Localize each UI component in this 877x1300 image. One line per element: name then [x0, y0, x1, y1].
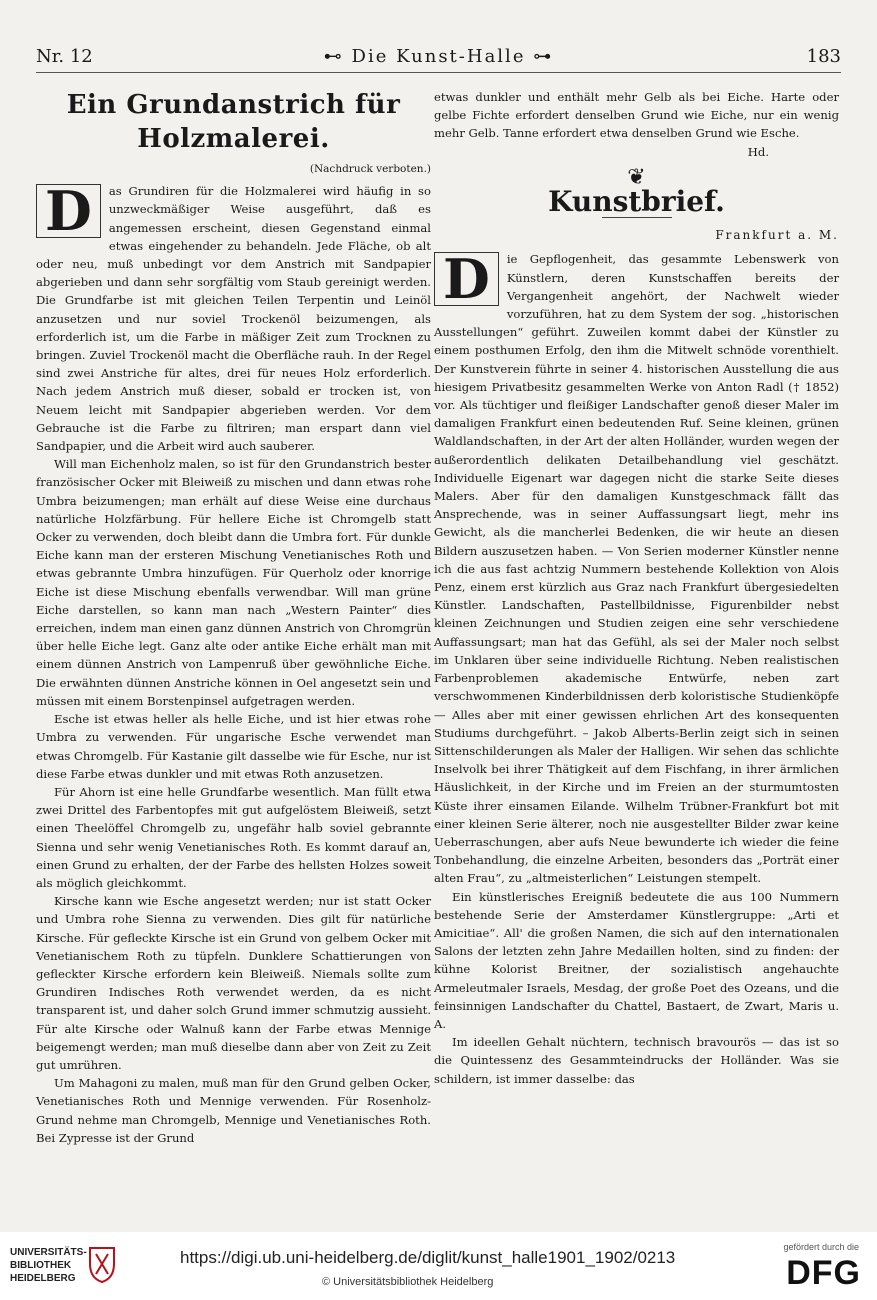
- dateline: Frankfurt a. M.: [715, 228, 839, 243]
- paragraph: D as Grundiren für die Holzmalerei wird häufig in so unzweckmäßiger Weise ausgeführt, daß es angemessen erscheint, diesen Gegenstand einmal etwas eingehender zu behandeln. Jede Fläche, ob alt oder neu, muß unbedingt vor dem Anstrich mit Sandpapier abgerieben und dann sehr sorgfältig vom Staub gereinigt werden. Die Grundfarbe ist mit gleichen Teilen Terpentin und Leinöl anzusetzen und nur soviel Trockenöl beizumengen, als erforderlich ist, um die Farbe in mäßiger Zeit zum Trocknen zu bringen. Zuviel Trockenöl macht die Oberfläche rauh. In der Regel sind zwei Anstriche für altes, drei für neues Holz erforderlich. Nach jedem Anstrich muß dieser, sobald er trocken ist, von Neuem leicht mit Sandpapier abgerieben werden. Vor dem Gebrauche ist die Farbe zu filtriren; man erspart dann viel Sandpapier, und die Arbeit wird auch sauberer.: [36, 179, 431, 454]
- paragraph: Will man Eichenholz malen, so ist für den Grundanstrich bester französischer Ocker mit Bleiweiß zu mischen und dann etwas rohe Umbra beizumengen; man erhält auf diese Weise eine durchaus natürliche Holzfärbung. Für hellere Eiche ist Chromgelb statt Ocker zu verwenden, doch bleibt dann die Umbra fort. Für dunkle Eiche kann man der ersteren Mischung Venetianisches Roth und etwas gebrannte Umbra hinzufügen. Für Querholz oder knorrige Eiche ist diese Mischung ebenfalls verwendbar. Will man grüne Eiche darstellen, so kann man nach „Western Painter“ dies erreichen, indem man einen ganz dünnen Anstrich von Chromgrün über helle Eiche legt. Ganz alte oder antike Eiche erhält man mit einem dünnen Anstrich von Lampenruß über gewöhnliche Eiche. Die erwähnten dünnen Anstriche können in Oel angesetzt sein und müssen mit einem Borstenpinsel aufgetragen werden.: [36, 457, 431, 708]
- dfg-logo[interactable]: DFG: [786, 1254, 861, 1292]
- journal-title: ⊷ Die Kunst-Halle ⊶: [323, 46, 554, 67]
- funding-note: gefördert durch die: [783, 1242, 859, 1252]
- paragraph: Kirsche kann wie Esche angesetzt werden; nur ist statt Ocker und Umbra rohe Sienna zu verwenden. Dies gilt für natürliche Kirsche. Für gefleckte Kirsche ist ein Grund von gelbem Ocker mit Venetianischem Roth zu tüpfeln. Dunklere Schattierungen von gefleckter Kirsche erfordern kein Bleiweiß. Niemals sollte zum Grundiren Indisches Roth verwendet werden, da es nicht transparent ist, und daher solch Grund immer schmutzig aussieht. Für alte Kirsche oder Walnuß kann der Farbe etwas Mennige beigemengt werden; man muß dieselbe dann aber von Zeit zu Zeit gut umrühren.: [36, 894, 431, 1072]
- fleuron-icon: ❦: [627, 164, 646, 190]
- issue-number: Nr. 12: [36, 46, 93, 67]
- library-logo[interactable]: [10, 1246, 88, 1285]
- library-name: UNIVERSITÄTS- BIBLIOTHEK HEIDELBERG: [10, 1247, 87, 1284]
- running-header: [36, 42, 841, 70]
- drop-cap: D: [434, 252, 499, 306]
- right-column: [434, 88, 839, 1088]
- paragraph-continuation: etwas dunkler und enthält mehr Gelb als bei Eiche. Harte oder gelbe Fichte erfordert denselben Grund wie Eiche, nur ein wenig mehr Gelb. Tanne erfordert etwa denselben Grund wie Esche.: [434, 90, 839, 141]
- paragraph: Um Mahagoni zu malen, muß man für den Grund gelben Ocker, Venetianisches Roth und Mennige verwenden. Für Rosenholz-Grund nehme man Chromgelb, Mennige und Venetianisches Roth. Bei Zypresse ist der Grund: [36, 1076, 431, 1145]
- paragraph: Im ideellen Gehalt nüchtern, technisch bravourös — das ist so die Quintessenz des Gesammteindrucks der Holländer. Was sie schildern, ist immer dasselbe: das: [434, 1035, 839, 1086]
- viewer-footer: [0, 1232, 877, 1300]
- header-rule: [36, 72, 841, 73]
- paragraph: Esche ist etwas heller als helle Eiche, und ist hier etwas rohe Umbra zu verwenden. Für ungarische Esche verwendet man etwas Chromgelb. Für Kastanie gilt dasselbe wie für Esche, nur ist diese Farbe etwas dunkler und mit etwas Roth anzusetzen.: [36, 712, 431, 781]
- permalink[interactable]: https://digi.ub.uni-heidelberg.de/diglit/kunst_halle1901_1902/0213: [180, 1248, 676, 1267]
- drop-cap: D: [36, 184, 101, 238]
- author-signature: Hd.: [747, 144, 769, 159]
- page-number: 183: [806, 46, 841, 67]
- reprint-notice: (Nachdruck verboten.): [309, 163, 431, 175]
- paragraph: Für Ahorn ist eine helle Grundfarbe wesentlich. Man füllt etwa zwei Drittel des Farbentopfes mit gut aufgelöstem Bleiweiß, setzt einen Theelöffel Chromgelb zu, ungefähr halb soviel gebrannte Sienna und sehr wenig Venetianisches Roth. Es kommt darauf an, einen Grund zu erhalten, der der Farbe des hellsten Holzes soweit als möglich gleichkommt.: [36, 784, 431, 890]
- article-title: Kunstbrief.: [548, 185, 725, 219]
- library-emblem-icon: [86, 1244, 118, 1284]
- article-title: Ein Grundanstrich für Holzmalerei.: [66, 90, 401, 154]
- paragraph: D ie Gepflogenheit, das gesammte Lebenswerk von Künstlern, deren Kunstschaffen bereits der Vergangenheit angehört, der Nachwelt wieder vorzuführen, hat zu dem System der sog. „historischen Ausstellungen“ geführt. Zuweilen kommt dabei der Künstler zu einem posthumen Erfolg, den ihm die Mitwelt schnöde vorenthielt. Der Kunstverein führte in seiner 4. historischen Ausstellung die aus hiesigem Privatbesitz gesammelten Werke von Anton Radl († 1852) vor. Als tüchtiger und fleißiger Landschafter genoß dieser Maler im damaligen Frankfurt einen bedeutenden Ruf. Seine kleinen, grünen Waldlandschaften, in der Art der alten Holländer, wurden wegen der außerordentlich delikaten Detailbehandlung viel geschätzt. Individuelle Eigenart war dagegen nicht die starke Seite dieses Malers. Aber für den damaligen Kunstgeschmack fällt das Ansprechende, was in seiner Auffassungsart liegt, mehr ins Gewicht, als die mancherlei Bedenken, die wir heute an diesen Bildern auszusetzen haben. — Von Serien moderner Künstler nenne ich die aus fast achtzig Nummern bestehende Kollektion von Alois Penz, einem erst kürzlich aus Graz nach Frankfurt übergesiedelten Künstler. Landschaften, Pastellbildnisse, Figurenbilder nebst kleinen Zeichnungen und Studien zeigen eine sehr verschiedene Auffassungsart; man hat das Gefühl, als sei der Maler noch selbst im Unklaren über seine individuelle Richtung. Neben realistischen Farbenproblemen akademische Entwürfe, neben zart verschwommenen Kinderbildnissen derb koloristische Studienköpfe — Alles aber mit einer gewissen ehrlichen Art des konsequenten Studiums durchgeführt. – Jakob Alberts-Berlin zeigt sich in seinen Sittenschilderungen als Maler der Halligen. Wir sehen das schlichte Inselvolk bei ihrer Thätigkeit auf dem Fischfang, in ihrer ärmlichen Häuslichkeit, in der Kirche und im Freien an der sturmumtosten Küste ihrer einsamen Eilande. Wilhelm Trübner-Frankfurt bot mit einer kleinen Serie älterer, noch nie ausgestellter Bilder zwar keine Ueberraschungen, aber aufs Neue bewunderte ich wieder die feine Tonbehandlung, die einzelne Arbeiten, besonders das „Porträt einer alten Frau“, zu „altmeisterlichen“ Leistungen stempelt.: [434, 247, 839, 886]
- paragraph: Ein künstlerisches Ereigniß bedeutete die aus 100 Nummern bestehende Serie der Amsterdamer Künstlergruppe: „Arti et Amicitiae“. All' die großen Namen, die sich auf den internationalen Salons der letzten zehn Jahre Medaillen holten, sind zu finden: der kühne Kolorist Breitner, der sozialistisch angehauchte Armeleutmaler Israels, Mesdag, der große Poet des Ozeans, und die feinsinnigen Landschafter du Chattel, Bastaert, de Zwart, Maris u. A.: [434, 889, 839, 1031]
- left-column: [36, 88, 431, 1147]
- copyright-notice: © Universitätsbibliothek Heidelberg: [322, 1276, 494, 1288]
